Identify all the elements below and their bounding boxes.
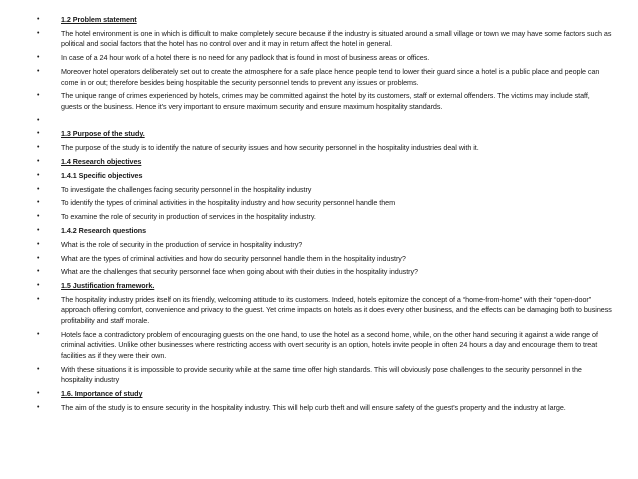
bullet-text: 1.6. Importance of study [61, 389, 143, 399]
bullet-marker: • [37, 144, 40, 152]
bullet-text: The unique range of crimes experienced by hotels, crimes may be committed against the hotel by its customers, staff or external offenders. The victims may include staff, guests or the business. Hence it's very important to ensure maximum security and ensure maximum hospitality standards. [61, 91, 590, 111]
bullet-marker: • [37, 199, 40, 207]
bullet-paragraph [37, 365, 612, 386]
bullet-marker: • [37, 330, 40, 338]
bullet-marker: • [37, 295, 40, 303]
bullet-text: 1.4 Research objectives [61, 157, 142, 167]
section-heading [37, 157, 612, 168]
section-heading [37, 129, 612, 140]
bullet-marker: • [37, 54, 40, 62]
bullet-marker: • [37, 403, 40, 411]
bullet-marker: • [37, 282, 40, 290]
bullet-marker: • [37, 390, 40, 398]
bullet-marker: • [37, 16, 40, 23]
bullet-paragraph [37, 143, 612, 154]
bullet-paragraph [37, 53, 612, 64]
bullet-paragraph [37, 267, 612, 278]
bullet-paragraph [37, 254, 612, 265]
bullet-marker: • [37, 116, 40, 124]
bullet-text: What is the role of security in the production of service in hospitality industry? [61, 239, 303, 249]
subsection-heading [37, 171, 612, 182]
bullet-marker: • [37, 213, 40, 221]
bullet-text: The hotel environment is one in which is difficult to make completely secure because if the industry is situated around a small village or town we may have some factors such as political and social factors that the hotel has no control over and it may in return affect the hotel in general. [61, 28, 612, 49]
bullet-text: With these situations it is impossible to provide security while at the same time offer high standards. This will obviously pose challenges to the security personnel in the hospitality industry [61, 364, 582, 385]
bullet-paragraph [37, 29, 612, 50]
section-heading [37, 389, 612, 400]
bullet-text: 1.2 Problem statement [61, 15, 137, 24]
section-heading [37, 15, 612, 26]
bullet-paragraph [37, 198, 612, 209]
bullet-text: To identify the types of criminal activities in the hospitality industry and how security personnel handle them [61, 198, 396, 208]
bullet-paragraph [37, 212, 612, 223]
bullet-text: Moreover hotel operators deliberately set out to create the atmosphere for a safe place hence people tend to lower their guard since a hotel is a public place and people can come in or out; therefore besides being hospitable the security personnel tends to prevent any issues or problems. [61, 66, 600, 87]
bullet-marker: • [37, 29, 40, 37]
bullet-text: To examine the role of security in production of services in the hospitality industry. [61, 212, 316, 222]
bullet-text: To investigate the challenges facing security personnel in the hospitality industry [61, 184, 312, 194]
bullet-paragraph [37, 330, 612, 362]
bullet-marker: • [37, 268, 40, 276]
bullet-marker: • [37, 158, 40, 166]
bullet-marker: • [37, 67, 40, 75]
bullet-marker: • [37, 171, 40, 179]
bullet-text: 1.4.1 Specific objectives [61, 170, 143, 180]
bullet-text: What are the types of criminal activities and how do security personnel handle them in the hospitality industry? [61, 253, 406, 263]
bullet-text: The purpose of the study is to identify the nature of security issues and how security personnel in the hospitality industries deal with it. [61, 143, 479, 153]
bullet-text: 1.4.2 Research questions [61, 225, 147, 235]
bullet-paragraph [37, 185, 612, 196]
bullet-text: 1.3 Purpose of the study. [61, 129, 145, 139]
bullet-paragraph [37, 403, 612, 414]
bullet-marker: • [37, 130, 40, 138]
bullet-paragraph [37, 240, 612, 251]
bullet-paragraph [37, 295, 612, 327]
bullet-marker: • [37, 226, 40, 234]
bullet-text: 1.5 Justification framework. [61, 281, 155, 291]
bullet-text: Hotels face a contradictory problem of encouraging guests on the one hand, to use the hotel as a second home, while, on the other hand securing it against a wide range of criminal activities. Unlike other businesses where restricting access with overt security is an option, hotels invite people in often 24 hours a day and encourage them to treat facilities as if they were their own. [61, 329, 598, 360]
section-heading [37, 281, 612, 292]
bullet-marker: • [37, 185, 40, 193]
bullet-paragraph [37, 67, 612, 88]
subsection-heading [37, 226, 612, 237]
bullet-marker: • [37, 240, 40, 248]
bullet-text: In case of a 24 hour work of a hotel there is no need for any padlock that is found in most of business areas or offices. [61, 53, 430, 63]
bullet-marker: • [37, 254, 40, 262]
bullet-marker: • [37, 365, 40, 373]
bullet-marker: • [37, 92, 40, 100]
bullet-text: The aim of the study is to ensure security in the hospitality industry. This will help curb theft and will ensure safety of the guest's property and the industry at large. [61, 402, 566, 412]
empty-bullet [37, 116, 612, 127]
bullet-list [37, 15, 612, 417]
bullet-text: What are the challenges that security personnel face when going about with their duties in the hospitality industry? [61, 267, 418, 277]
bullet-paragraph [37, 91, 612, 112]
bullet-text: The hospitality industry prides itself on its friendly, welcoming attitude to its customers. Indeed, hotels epitomize the concept of a “home-from-home” with their “open-door” approach offering comfort, convenience and privacy to the guest. Yet crime impacts on hotels as it does every other business, and the effects can be damaging both to business profitability and staff morale. [61, 294, 612, 326]
